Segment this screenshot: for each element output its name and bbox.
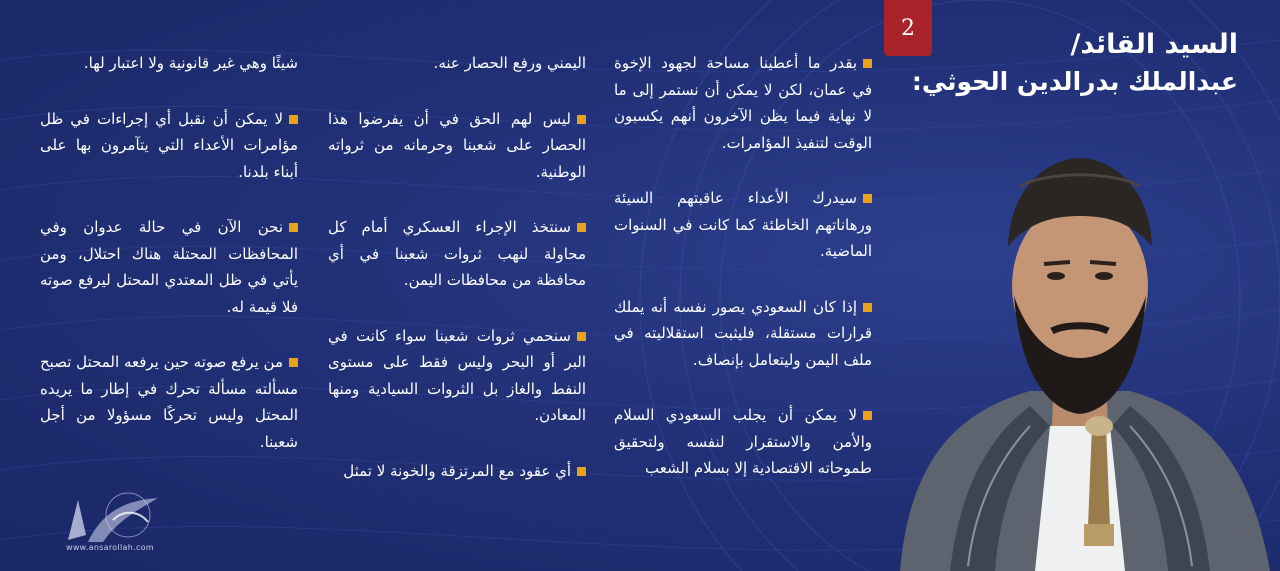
quote-text: بقدر ما أعطينا مساحة لجهود الإخوة في عمان، لكن لا يمكن أن نستمر إلى ما لا نهاية فيما يظن الآخرون أنهم يكسبون الوقت لتنفيذ المؤامرات. [614, 54, 872, 152]
page-title [908, 26, 1238, 100]
quote-text: من يرفع صوته حين يرفعه المحتل تصبح مسألته مسألة تحرك في إطار ما يريده المحتل وليس تحركًا مسؤولا من أجل شعبنا. [40, 353, 298, 451]
bullet-square-icon [289, 358, 298, 367]
page-number: 2 [901, 15, 915, 41]
quote-paragraph [328, 323, 586, 429]
quote-text: نحن الآن في حالة عدوان وفي المحافظات المحتلة هناك احتلال، ومن يأتي في ظل المعتدي المحتل ليرفع صوته فلا قيمة له. [40, 218, 298, 316]
bullet-square-icon [289, 223, 298, 232]
quote-text: لا يمكن أن يجلب السعودي السلام والأمن والاستقرار لنفسه ولتحقيق طموحاته الاقتصادية إلا بسلام الشعب [614, 406, 872, 477]
quote-paragraph [328, 214, 586, 294]
text-column-3 [40, 50, 298, 484]
quote-paragraph [328, 458, 586, 485]
title-line-2: عبدالملك بدرالدين الحوثي: [911, 67, 1238, 96]
quote-text: أي عقود مع المرتزقة والخونة لا تمثل [343, 461, 571, 480]
quote-paragraph [614, 185, 872, 265]
quote-paragraph [614, 402, 872, 482]
bullet-square-icon [577, 332, 586, 341]
quote-text: سيدرك الأعداء عاقبتهم السيئة ورهاناتهم الخاطئة كما كانت في السنوات الماضية. [614, 189, 872, 260]
speaker-portrait [880, 126, 1280, 571]
bullet-square-icon [577, 115, 586, 124]
quote-paragraph [614, 294, 872, 374]
quote-paragraph [40, 349, 298, 455]
bullet-square-icon [577, 467, 586, 476]
title-line-1: السيد القائد/ [1070, 29, 1238, 60]
quote-paragraph [40, 214, 298, 320]
quote-text: سنحمي ثروات شعبنا سواء كانت في البر أو البحر وليس فقط على مستوى النفط والغاز بل الثروات السيادية ومنها المعادن. [328, 326, 586, 424]
bullet-square-icon [863, 194, 872, 203]
bullet-square-icon [863, 411, 872, 420]
quote-paragraph [614, 50, 872, 156]
quote-text: لا يمكن أن نقبل أي إجراءات في ظل مؤامرات الأعداء التي يتآمرون بها على أبناء بلدنا. [40, 109, 298, 181]
text-column-1 [614, 50, 872, 511]
quote-text: إذا كان السعودي يصور نفسه أنه يملك قرارات مستقلة، فليثبت استقلاليته في ملف اليمن وليتعامل بإنصاف. [614, 297, 872, 369]
quote-paragraph [40, 50, 298, 77]
bullet-square-icon [863, 59, 872, 68]
bullet-square-icon [289, 115, 298, 124]
text-column-2 [328, 50, 586, 513]
bullet-square-icon [577, 223, 586, 232]
quote-text: ليس لهم الحق في أن يفرضوا هذا الحصار على شعبنا وحرمانه من ثرواته الوطنية. [328, 109, 586, 181]
bullet-square-icon [863, 303, 872, 312]
quote-text: سنتخذ الإجراء العسكري أمام كل محاولة لنهب ثروات شعبنا في أي محافظة من محافظات اليمن. [328, 218, 586, 289]
quote-paragraph [328, 106, 586, 186]
quote-text: شيئًا وهي غير قانونية ولا اعتبار لها. [83, 54, 298, 72]
quote-text: اليمني ورفع الحصار عنه. [433, 54, 586, 72]
quote-paragraph [328, 50, 586, 77]
quote-paragraph [40, 106, 298, 186]
website-url: www.ansarollah.com [66, 543, 154, 552]
